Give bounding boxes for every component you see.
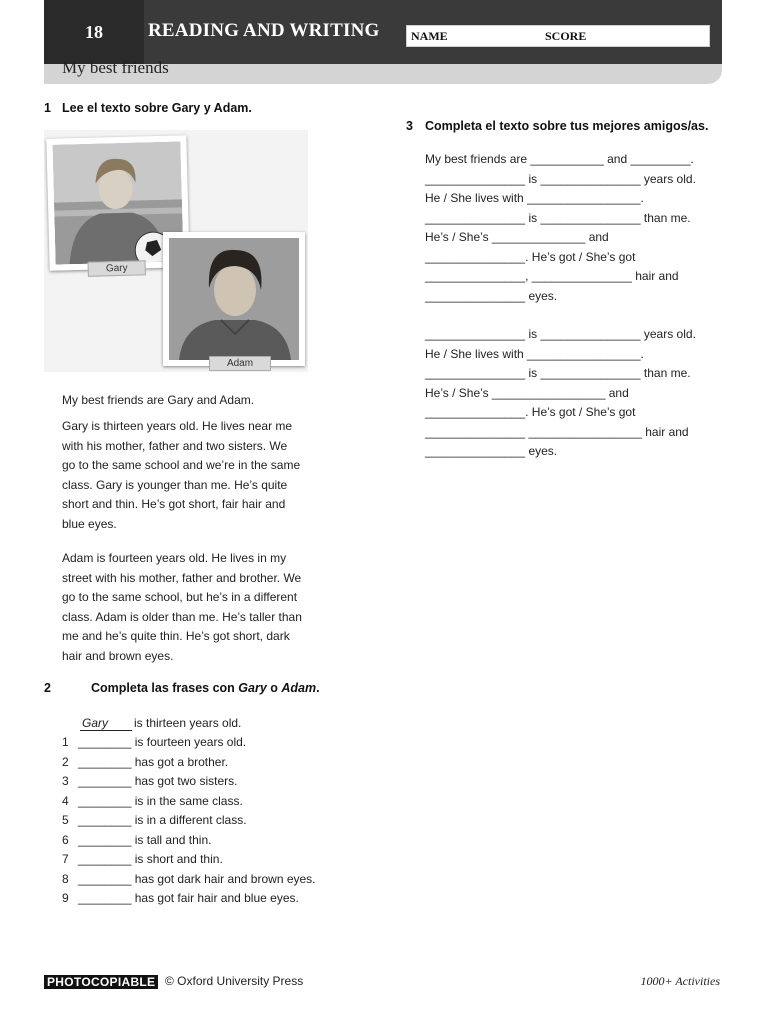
answer-blank[interactable]: ________	[78, 871, 132, 886]
fill-in-line[interactable]: He / She lives with _________________.	[425, 346, 644, 361]
paragraph-line: go to the same school and we’re in the same	[62, 458, 301, 472]
answer-blank[interactable]: ________	[78, 832, 132, 847]
fill-in-line[interactable]: _______________ eyes.	[425, 288, 558, 303]
fill-in-line[interactable]: _______________ is _______________ years old.	[425, 171, 696, 186]
answer-blank[interactable]: ________	[78, 813, 132, 827]
item-number: 6	[62, 832, 69, 847]
header-band	[44, 0, 722, 64]
reading-intro: My best friends are Gary and Adam.	[62, 393, 255, 407]
item-number: 5	[62, 813, 69, 827]
paragraph-line: class. Gary is younger than me. He’s quite	[62, 477, 288, 492]
example-sentence: is thirteen years old.	[134, 716, 242, 730]
item-number: 1	[62, 735, 69, 749]
fill-in-line[interactable]: _______________ is _______________ than me.	[425, 366, 691, 380]
fill-in-line[interactable]: _______________. He’s got / She’s got	[425, 405, 636, 419]
example-line	[80, 716, 241, 731]
copyright-text: © Oxford University Press	[165, 974, 304, 988]
answer-blank[interactable]: ________	[78, 754, 132, 769]
exercise-2-items	[62, 735, 362, 911]
name-score-box	[406, 25, 710, 47]
series-title: 1000+ Activities	[640, 974, 720, 988]
exercise-3-text-b	[425, 327, 725, 464]
list-item	[62, 872, 362, 892]
paragraph-line: hair and brown eyes.	[62, 648, 174, 663]
fill-in-line[interactable]: He’s / She’s _________________ and	[425, 385, 629, 400]
exercise-3-text-a	[425, 152, 725, 308]
item-number: 8	[62, 871, 69, 886]
adam-paragraph	[62, 549, 302, 666]
fill-in-line[interactable]: _______________. He’s got / She’s got	[425, 249, 636, 264]
list-item	[62, 852, 362, 872]
item-text: is fourteen years old.	[134, 735, 247, 749]
item-text: has got a brother.	[134, 754, 229, 769]
item-text: has got two sisters.	[134, 774, 238, 788]
item-number: 3	[62, 774, 69, 788]
item-number: 9	[62, 891, 69, 905]
section-subtitle: My best friends	[62, 58, 169, 77]
list-item	[62, 813, 362, 833]
item-number: 7	[62, 852, 69, 866]
example-answer: Gary	[80, 717, 132, 731]
unit-number: 18	[44, 0, 144, 64]
list-item	[62, 774, 362, 794]
paragraph-line: street with his mother, father and brother. We	[62, 570, 302, 585]
instruction-text: Completa las frases con	[91, 681, 239, 695]
paragraph-line: me and he’s quite thin. He’s got short, dark	[62, 629, 290, 643]
list-item	[62, 833, 362, 853]
fill-in-line[interactable]: _______________ is _______________ than me.	[425, 210, 691, 225]
adam-image	[169, 238, 299, 360]
exercise-2-instruction	[91, 681, 320, 695]
item-number: 4	[62, 793, 69, 808]
fill-in-line[interactable]: _______________, _______________ hair and	[425, 269, 679, 283]
paragraph-line: blue eyes.	[62, 516, 117, 531]
answer-blank[interactable]: ________	[78, 793, 132, 808]
answer-blank[interactable]: ________	[78, 735, 132, 749]
item-text: is in a different class.	[134, 813, 247, 827]
adam-photo-label: Adam	[209, 356, 271, 371]
instruction-text: .	[316, 681, 320, 695]
fill-in-line[interactable]: My best friends are ___________ and _________.	[425, 152, 694, 166]
list-item	[62, 755, 362, 775]
paragraph-line: with his mother, father and two sisters. We	[62, 438, 288, 453]
item-text: is short and thin.	[134, 852, 223, 866]
paragraph-line: go to the same school, but he’s in a different	[62, 590, 298, 604]
fill-in-line[interactable]: _______________ is _______________ years old.	[425, 327, 696, 341]
name-label: NAME	[411, 29, 448, 43]
exercise-number: 1	[44, 101, 51, 115]
photocopiable-badge: PHOTOCOPIABLE	[44, 975, 158, 989]
item-number: 2	[62, 754, 69, 769]
paragraph-line: Gary is thirteen years old. He lives near me	[62, 419, 293, 433]
paragraph-line: Adam is fourteen years old. He lives in my	[62, 551, 287, 565]
fill-in-line[interactable]: _______________ _________________ hair and	[425, 424, 689, 439]
score-label: SCORE	[545, 29, 587, 43]
exercise-number: 3	[406, 119, 413, 133]
gary-paragraph	[62, 417, 300, 534]
adam-photo	[163, 232, 305, 369]
paragraph-line: class. Adam is older than me. He’s taller than	[62, 609, 302, 624]
exercise-number: 2	[44, 681, 51, 695]
paragraph-line: short and thin. He’s got short, fair hair and	[62, 497, 286, 511]
gary-photo-label: Gary	[88, 260, 146, 277]
answer-blank[interactable]: ________	[78, 891, 132, 905]
list-item	[62, 891, 362, 911]
boy-portrait-icon	[169, 238, 299, 360]
page-title: READING AND WRITING	[148, 20, 380, 41]
item-text: is tall and thin.	[134, 832, 212, 847]
fill-in-line[interactable]: _______________ eyes.	[425, 444, 558, 458]
answer-blank[interactable]: ________	[78, 852, 132, 866]
instruction-text: o	[266, 681, 282, 695]
list-item	[62, 794, 362, 814]
answer-blank[interactable]: ________	[78, 774, 132, 788]
item-text: has got fair hair and blue eyes.	[134, 891, 299, 905]
instruction-option: Gary	[238, 681, 267, 695]
exercise-3-instruction: Completa el texto sobre tus mejores amigos/as.	[425, 119, 709, 133]
item-text: is in the same class.	[134, 793, 243, 808]
list-item	[62, 735, 362, 755]
fill-in-line[interactable]: He’s / She’s ______________ and	[425, 230, 609, 244]
instruction-option: Adam	[281, 681, 317, 695]
item-text: has got dark hair and brown eyes.	[134, 871, 316, 886]
fill-in-line[interactable]: He / She lives with _________________.	[425, 191, 644, 205]
exercise-1-instruction: Lee el texto sobre Gary y Adam.	[62, 101, 252, 115]
